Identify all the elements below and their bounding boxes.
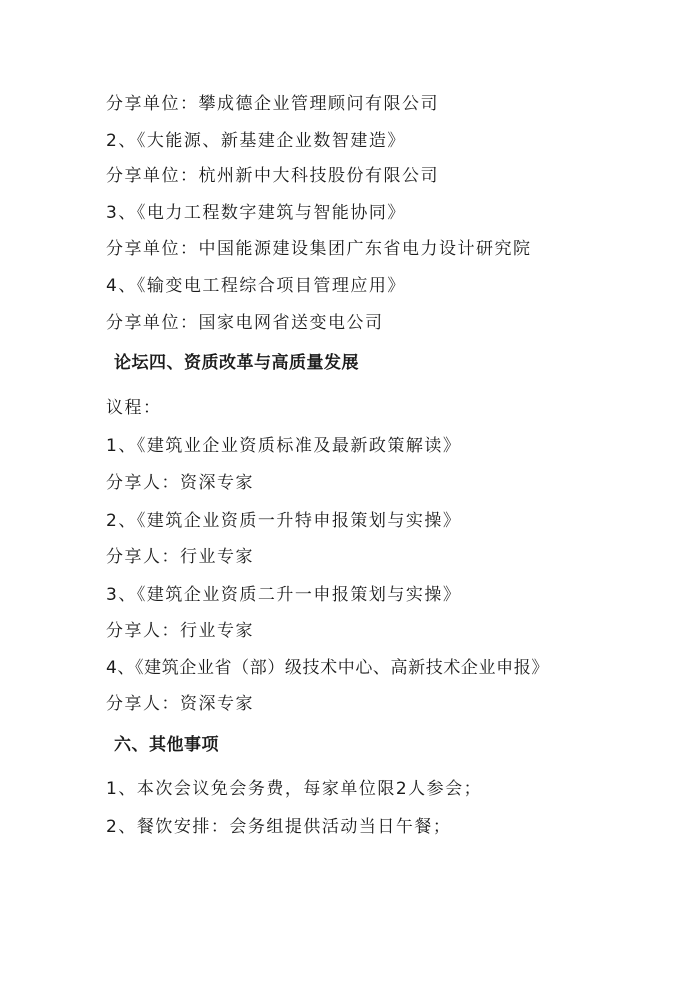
speaker-line: 分享人：行业专家 [106, 547, 254, 567]
share-unit-line: 分享单位：国家电网省送变电公司 [106, 313, 384, 333]
forum4-heading: 论坛四、资质改革与高质量发展 [114, 353, 359, 373]
section6-heading: 六、其他事项 [114, 735, 219, 755]
speaker-line: 分享人：资深专家 [106, 694, 254, 714]
notice-item: 2、餐饮安排：会务组提供活动当日午餐； [106, 817, 452, 837]
share-unit-line: 分享单位：攀成德企业管理顾问有限公司 [106, 94, 439, 114]
agenda-label: 议程： [106, 398, 162, 418]
agenda-item: 3、《电力工程数字建筑与智能协同》 [106, 203, 406, 223]
speaker-line: 分享人：行业专家 [106, 621, 254, 641]
share-unit-line: 分享单位：中国能源建设集团广东省电力设计研究院 [106, 239, 532, 259]
agenda-item: 1、《建筑业企业资质标准及最新政策解读》 [106, 436, 462, 456]
agenda-item: 3、《建筑企业资质二升一申报策划与实操》 [106, 585, 462, 605]
agenda-item: 2、《大能源、新基建企业数智建造》 [106, 131, 406, 151]
agenda-item: 2、《建筑企业资质一升特申报策划与实操》 [106, 511, 462, 531]
agenda-item: 4、《建筑企业省（部）级技术中心、高新技术企业申报》 [106, 658, 549, 678]
agenda-item: 4、《输变电工程综合项目管理应用》 [106, 276, 406, 296]
share-unit-line: 分享单位：杭州新中大科技股份有限公司 [106, 166, 439, 186]
notice-item: 1、本次会议免会务费，每家单位限2人参会； [106, 779, 483, 799]
speaker-line: 分享人：资深专家 [106, 473, 254, 493]
